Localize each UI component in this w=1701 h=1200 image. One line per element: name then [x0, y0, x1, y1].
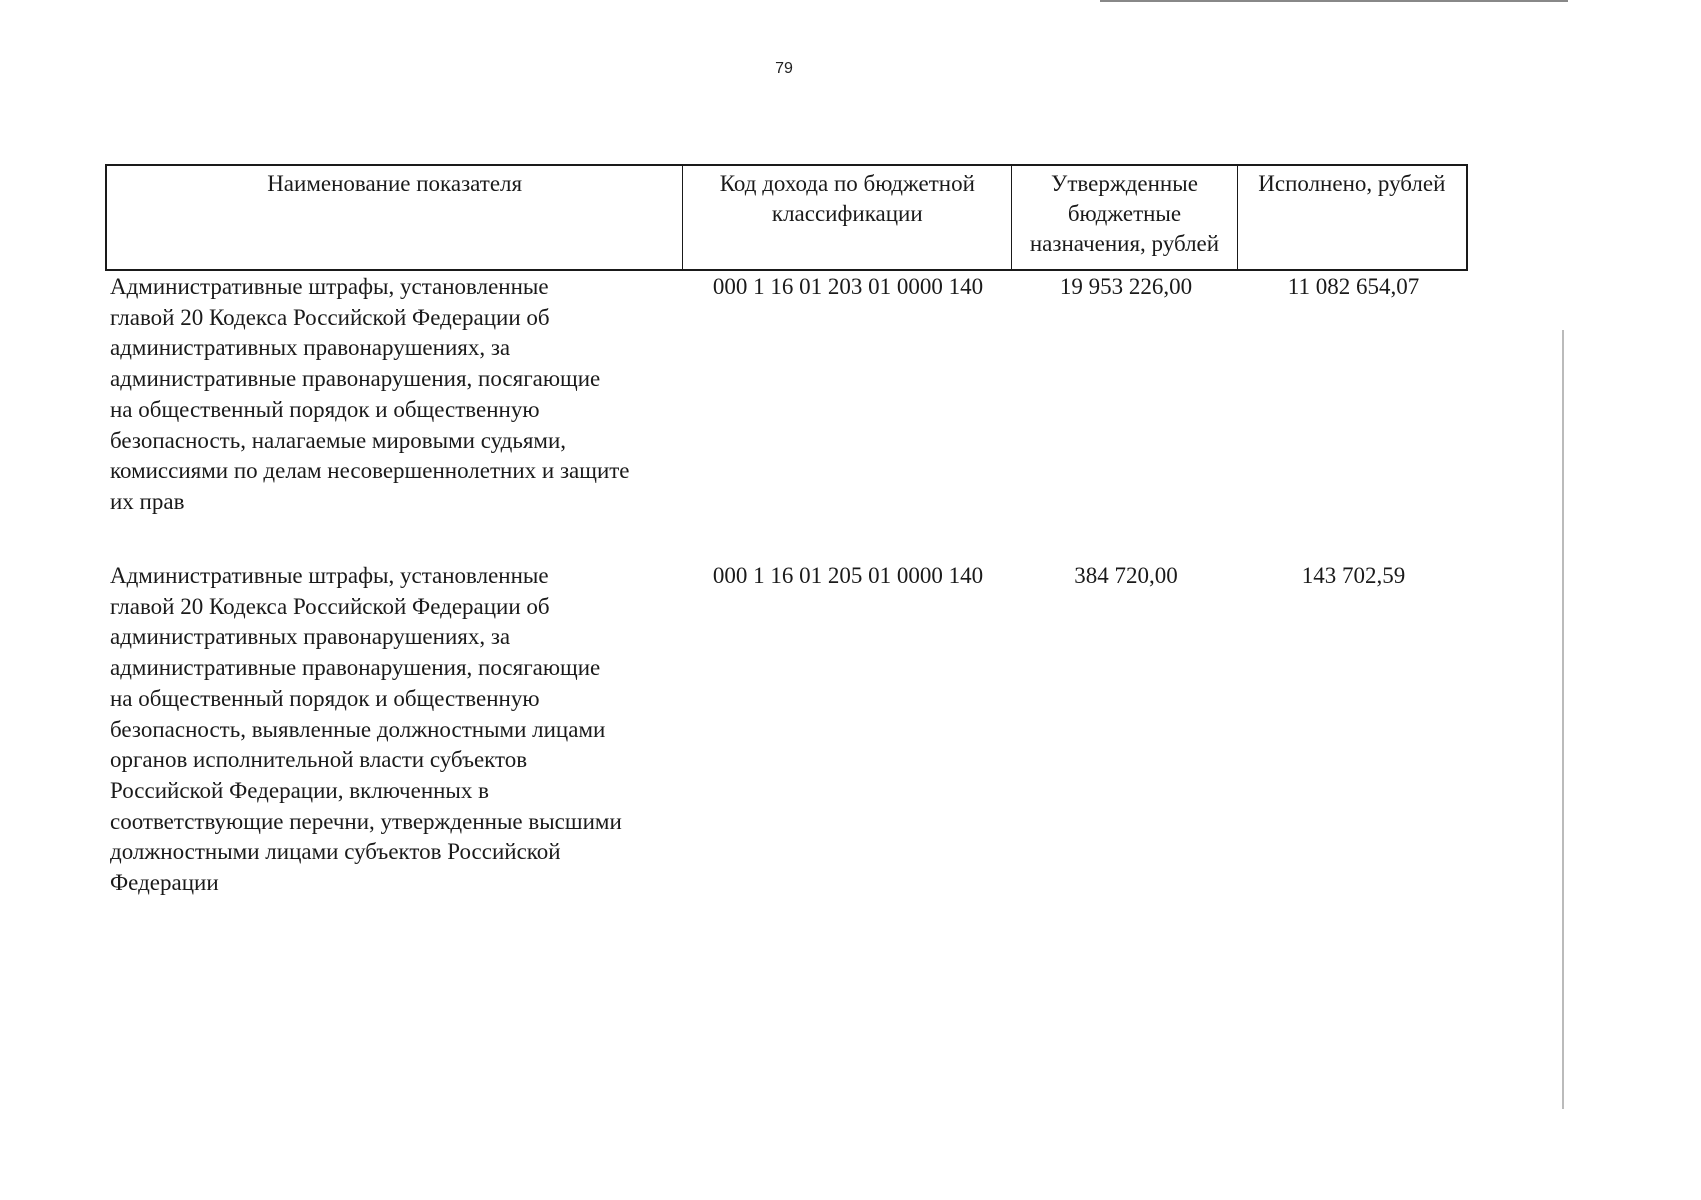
- row-name-line: административных правонарушениях, за: [110, 624, 511, 650]
- row-name-line: главой 20 Кодекса Российской Федерации об: [110, 593, 550, 619]
- header-code-line: классификации: [771, 201, 923, 226]
- header-executed-text: Исполнено, рублей: [1258, 171, 1446, 196]
- header-executed: [1238, 166, 1466, 269]
- header-name-text: Наименование показателя: [267, 171, 523, 196]
- row-name-line: Федерации: [110, 870, 219, 896]
- scan-edge: [1100, 0, 1568, 2]
- row-name-line: должностными лицами субъектов Российской: [110, 839, 561, 865]
- row-name-line: Российской Федерации, включенных в: [110, 777, 489, 803]
- row-name-line: Административные штрафы, установленные: [110, 274, 549, 299]
- header-approved-line: бюджетные: [1067, 201, 1182, 226]
- row-name-line: на общественный порядок и общественную: [110, 396, 540, 422]
- header-code: [683, 166, 1012, 269]
- header-code-line: Код дохода по бюджетной: [719, 171, 975, 196]
- row-executed: 143 702,59: [1301, 563, 1406, 588]
- row-name-line: административных правонарушениях, за: [110, 335, 511, 361]
- row-name-line: безопасность, выявленные должностными лицами: [110, 716, 606, 742]
- row-code: 000 1 16 01 203 01 0000 140: [712, 274, 984, 299]
- header-approved: [1012, 166, 1237, 269]
- row-name-line: комиссиями по делам несовершеннолетних и защите: [110, 458, 630, 484]
- row-name-line: органов исполнительной власти субъектов: [110, 747, 528, 773]
- header-approved-line: назначения, рублей: [1029, 231, 1220, 256]
- header-approved-line: Утвержденные: [1051, 171, 1198, 196]
- scan-edge: [1562, 330, 1564, 1109]
- header-name: [107, 166, 683, 269]
- row-name-line: соответствующие перечни, утвержденные высшими: [110, 808, 622, 834]
- row-executed: 11 082 654,07: [1287, 274, 1420, 299]
- row-code: 000 1 16 01 205 01 0000 140: [712, 563, 984, 588]
- row-name-line: административные правонарушения, посягающие: [110, 366, 601, 392]
- row-name: [110, 561, 690, 899]
- row-name-line: на общественный порядок и общественную: [110, 685, 540, 711]
- row-approved: 19 953 226,00: [1059, 274, 1193, 299]
- row-name-line: административные правонарушения, посягающие: [110, 655, 601, 681]
- table-header: [105, 164, 1468, 271]
- row-name: [110, 272, 690, 518]
- page-number: 79: [775, 60, 793, 77]
- row-name-line: главой 20 Кодекса Российской Федерации об: [110, 304, 550, 330]
- row-name-line: их прав: [110, 488, 185, 514]
- row-approved: 384 720,00: [1074, 563, 1178, 588]
- row-name-line: Административные штрафы, установленные: [110, 563, 549, 588]
- row-name-line: безопасность, налагаемые мировыми судьями,: [110, 427, 567, 453]
